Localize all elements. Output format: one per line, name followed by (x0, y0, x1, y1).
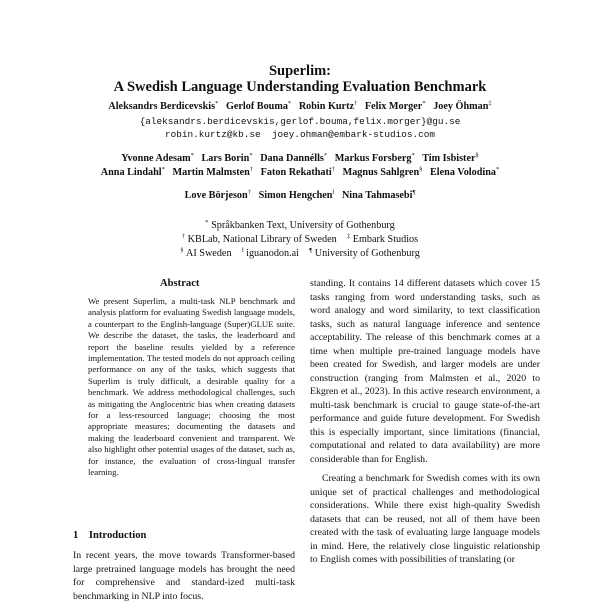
abstract-heading: Abstract (160, 278, 200, 289)
affiliation: KBLab, National Library of Sweden (187, 234, 337, 245)
affiliation: Språkbanken Text, University of Gothenburg (211, 220, 395, 231)
author-mark: † (354, 100, 358, 107)
author-mark: * (161, 166, 165, 173)
affiliation-line-1 (0, 220, 600, 232)
affiliation: University of Gothenburg (314, 248, 420, 259)
author-mark: ¶ (412, 189, 416, 196)
affiliation-line-2 (0, 234, 600, 246)
author-mark: * (495, 166, 500, 173)
author-mark: † (331, 166, 335, 173)
affiliation-mark: ‖ (241, 247, 244, 254)
author-mark: * (422, 100, 426, 107)
author-row-4 (0, 190, 600, 202)
author-mark: * (190, 152, 194, 159)
affiliation: iguanodon.ai (246, 248, 300, 259)
author: Elena Volodina (430, 167, 496, 178)
intro-heading (73, 530, 146, 541)
author-mark: ‡ (488, 100, 492, 107)
author-mark: * (287, 100, 292, 107)
author: Magnus Sahlgren (342, 167, 420, 178)
author: Robin Kurtz (298, 101, 354, 112)
affiliation: AI Sweden (185, 248, 232, 259)
body-paragraph: standing. It contains 14 different datasets which cover 15 tasks ranging from word understanding tasks, such as word analogy and word similarity, to text classification tasks, such as natural language inference and sentence acceptability. The release of this benchmark comes at a time when multiple pre-trained language models have been created for Swedish, and larger models are under construction (ranging from Malmsten et al., 2020 to Ekgren et al., 2023). In this active research environment, a multi-task benchmark is crucial to gauge state-of-the-art performance and guide future development. For Swedish this is especially important, since limitations (financial, computational and related to data availability) are more considerable than for English. (310, 278, 540, 465)
author: Markus Forsberg (334, 153, 412, 164)
author-mark: † (247, 189, 251, 196)
author-mark: † (249, 166, 254, 173)
section-title: Introduction (88, 530, 147, 541)
section-number: 1 (73, 530, 79, 541)
author: Anna Lindahl (100, 167, 162, 178)
affiliation-mark: † (181, 233, 186, 240)
author: Love Börjeson (184, 190, 248, 201)
author: Tim Isbister (422, 153, 476, 164)
affiliation-mark: ¶ (309, 247, 313, 254)
author-mark: * (323, 152, 328, 159)
abstract-body (88, 296, 295, 479)
author-mark: * (411, 152, 415, 159)
right-column (310, 277, 540, 567)
affiliation-line-3 (0, 248, 600, 260)
author: Martin Malmsten (172, 167, 250, 178)
author: Lars Borin (201, 153, 250, 164)
author-mark: * (249, 152, 253, 159)
paper-title-line-1: Superlim: (268, 63, 332, 79)
author-mark: § (475, 152, 479, 159)
affiliation-mark: § (180, 247, 184, 254)
author-mark: § (419, 166, 423, 173)
author: Dana Dannélls (260, 153, 324, 164)
author: Faton Rekathati (260, 167, 332, 178)
abstract-text: We present Superlim, a multi-task NLP benchmark and analysis platform for evaluating Swedish language models, a counterpart to the English-language (Super)GLUE suite. We describe the dataset, the tasks, the leaderboard and report the baseline results yielded by a reference implementation. The tested models do not approach ceiling performance on any of the tasks, which suggests that Superlim is truly difficult, a desirable quality for a benchmark. We address methodological challenges, such as mitigating the Anglocentric bias when creating datasets for a less-resourced language; choosing the most appropriate measures; documenting the datasets and making the leaderboard convenient and transparent. We also highlight other potential usages of the dataset, such as, for instance, the evaluation of cross-lingual transfer learning. (88, 296, 295, 478)
intro-paragraph: In recent years, the move towards Transformer-based large pretrained language models has brought the need for comprehensive and standard-ized multi-task benchmarking in NLP into focus. (73, 550, 295, 602)
author: Gerlof Bouma (225, 101, 288, 112)
author-mark: * (215, 100, 219, 107)
affiliation-mark: * (205, 219, 209, 226)
author-row-1 (0, 101, 600, 113)
paper-title-line-2: A Swedish Language Understanding Evaluation Benchmark (113, 79, 487, 95)
affiliation-mark: ‡ (346, 233, 351, 240)
author: Felix Morger (364, 101, 423, 112)
author-row-3 (0, 167, 600, 179)
email-line-2: robin.kurtz@kb.se joey.ohman@embark-studios.com (164, 129, 436, 140)
intro-body (73, 549, 295, 603)
author-row-2 (0, 153, 600, 165)
affiliation: Embark Studios (352, 234, 419, 245)
author: Simon Hengchen (258, 190, 333, 201)
author-mark: ‖ (332, 189, 335, 196)
author: Yvonne Adesam (121, 153, 191, 164)
author: Nina Tahmasebi (341, 190, 413, 201)
author: Aleksandrs Berdicevskis (108, 101, 216, 112)
email-line-1: {aleksandrs.berdicevskis,gerlof.bouma,felix.morger}@gu.se (139, 116, 461, 127)
author: Joey Öhman (433, 101, 489, 112)
body-paragraph: Creating a benchmark for Swedish comes with its own unique set of practical challenges and methodological considerations. While there exist high-quality Swedish datasets that can be reused, not all of them have been created with the task of evaluating large language models in mind. Here, the relatively close linguistic relationship to English comes with possibilities of translating (or (310, 473, 540, 565)
